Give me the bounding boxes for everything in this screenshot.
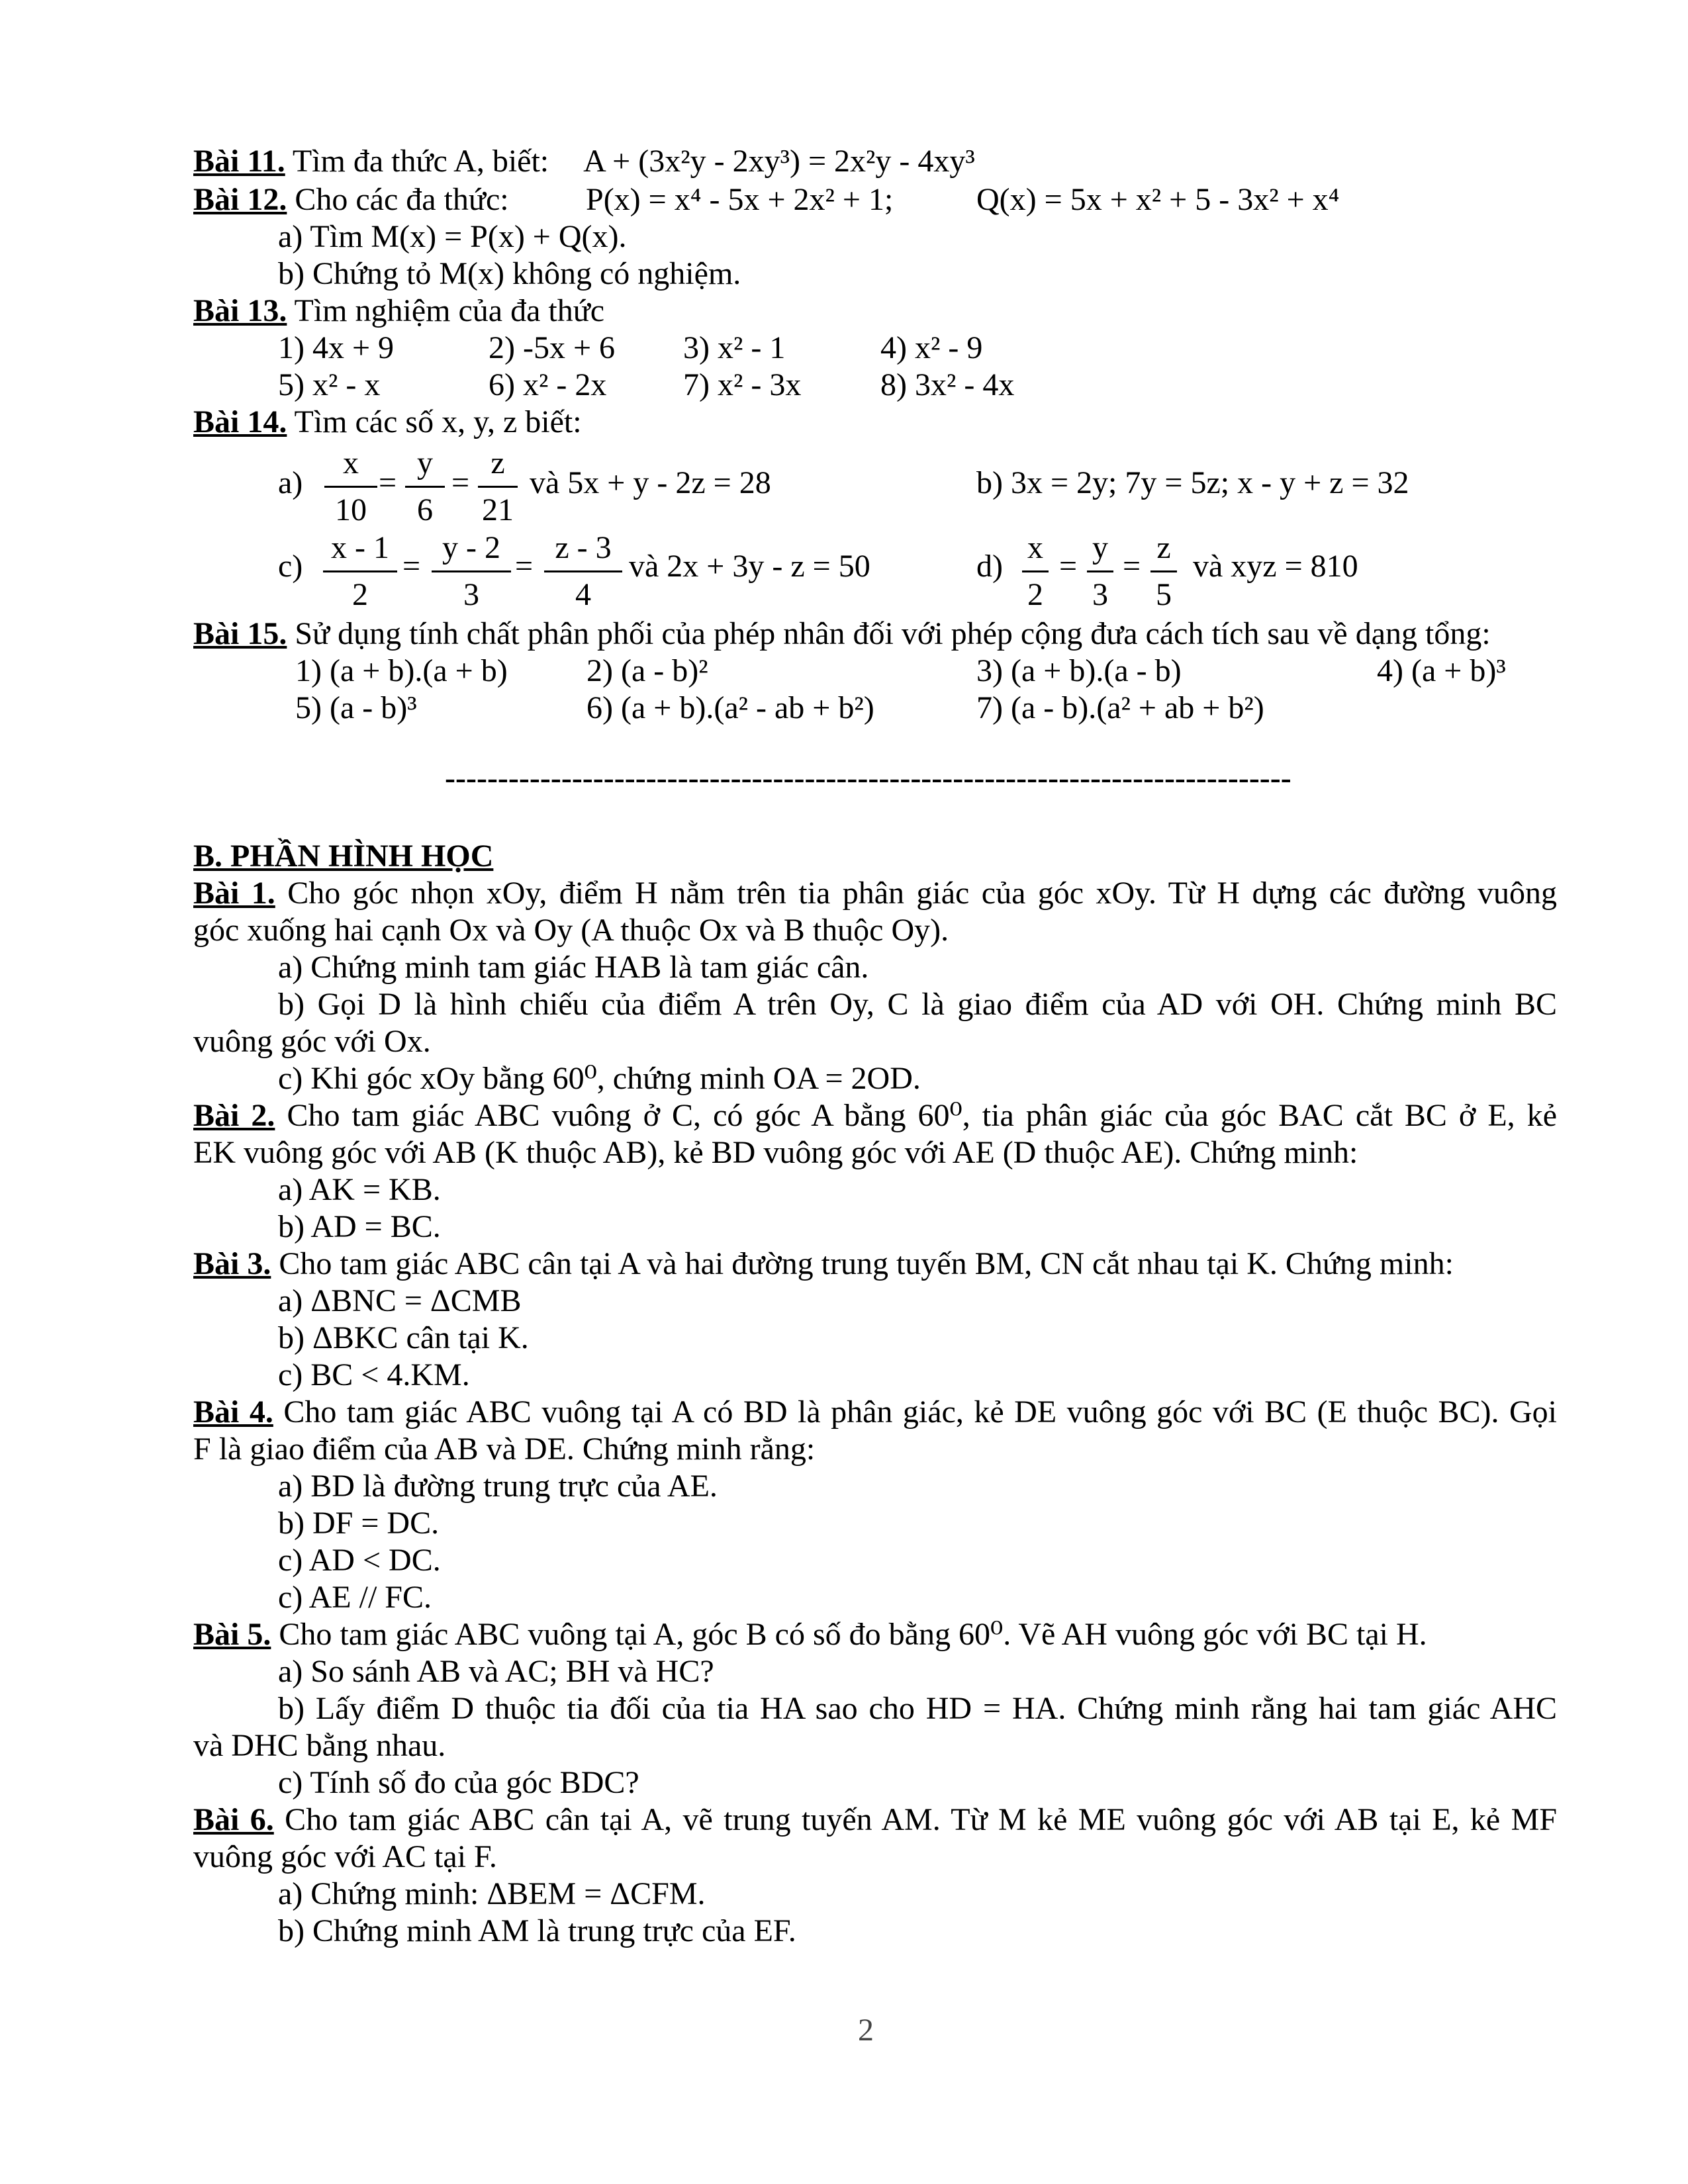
fraction (432, 529, 511, 614)
numerator: z (478, 445, 518, 488)
exercise-text: Cho tam giác ABC cân tại A, vẽ trung tuyến AM. Từ M kẻ ME vuông góc với AB tại E, kẻ MF (285, 1802, 1558, 1837)
equals-sign: = (1059, 549, 1078, 584)
exercise-text: vuông góc với Ox. (193, 1024, 431, 1059)
exercise-geo-2-line-1 (193, 1097, 1557, 1134)
equation: A + (3x²y - 2xy³) = 2x²y - 4xy³ (583, 144, 975, 179)
denominator: 3 (1092, 577, 1108, 612)
product-item: 1) (a + b).(a + b) (295, 653, 508, 688)
exercise-label: Bài 12. (193, 182, 287, 217)
exercise-text: EK vuông góc với AB (K thuộc AB), kẻ BD vuông góc với AE (D thuộc AE). Chứng minh: (193, 1135, 1358, 1170)
polynomial-item: 4) x² - 9 (880, 330, 983, 365)
numerator: x (324, 445, 377, 488)
section-heading: B. PHẦN HÌNH HỌC (193, 839, 494, 874)
polynomial-item: 5) x² - x (278, 367, 381, 402)
exercise-label: Bài 11. (193, 144, 285, 179)
exercise-geo-4-line-1 (193, 1394, 1557, 1431)
denominator: 6 (417, 492, 433, 527)
exercise-text: Cho tam giác ABC vuông tại A, góc B có số đo bằng 60⁰. Vẽ AH vuông góc với BC tại H. (279, 1617, 1427, 1652)
denominator: 10 (335, 492, 367, 527)
fraction (405, 445, 445, 529)
fraction (1022, 529, 1049, 614)
exercise-part: a) AK = KB. (278, 1172, 441, 1207)
equals-sign: = (1123, 549, 1141, 584)
exercise-text: và DHC bằng nhau. (193, 1728, 446, 1763)
exercise-part: c) Tính số đo của góc BDC? (278, 1765, 639, 1800)
exercise-12 (193, 181, 509, 218)
polynomial-item: 1) 4x + 9 (278, 330, 395, 365)
fraction (324, 445, 377, 529)
exercise-label: Bài 1. (193, 876, 275, 911)
exercise-label: Bài 5. (193, 1617, 271, 1652)
polynomial-p: P(x) = x⁴ - 5x + 2x² + 1; (586, 182, 894, 217)
exercise-geo-5-line-1 (193, 1616, 1427, 1653)
exercise-label: Bài 3. (193, 1246, 271, 1281)
exercise-part: a) ΔBNC = ΔCMB (278, 1283, 522, 1318)
fraction (478, 445, 518, 529)
exercise-12-part-b: b) Chứng tỏ M(x) không có nghiệm. (278, 256, 741, 291)
exercise-part: a) Chứng minh tam giác HAB là tam giác cân. (278, 950, 869, 985)
polynomial-item: 7) x² - 3x (683, 367, 802, 402)
exercise-part: b) Gọi D là hình chiếu của điểm A trên Oy, C là giao điểm của AD với OH. Chứng minh BC (278, 987, 1557, 1022)
exercise-part: c) AE // FC. (278, 1580, 432, 1615)
exercise-part: b) ΔBKC cân tại K. (278, 1320, 529, 1355)
equals-sign: = (402, 549, 421, 584)
exercise-part: a) So sánh AB và AC; BH và HC? (278, 1654, 714, 1689)
condition: và 5x + y - 2z = 28 (530, 465, 771, 500)
part-label: c) (278, 549, 303, 584)
polynomial-item: 2) -5x + 6 (489, 330, 616, 365)
exercise-text: Tìm nghiệm của đa thức (294, 293, 605, 328)
section-separator: -------------------------------------------------------------------------------- (445, 760, 1291, 796)
exercise-label: Bài 4. (193, 1394, 273, 1430)
exercise-13 (193, 293, 604, 330)
equals-sign: = (379, 465, 397, 500)
denominator: 5 (1156, 577, 1172, 612)
exercise-text: Cho tam giác ABC vuông tại A có BD là phân giác, kẻ DE vuông góc với BC (E thuộc BC). Gọi (283, 1394, 1557, 1430)
exercise-text: Sử dụng tính chất phân phối của phép nhân đối với phép cộng đưa cách tích sau về dạng tổng: (295, 616, 1491, 651)
exercise-part: b) Chứng minh AM là trung trực của EF. (278, 1913, 796, 1948)
exercise-part: b) Lấy điểm D thuộc tia đối của tia HA sao cho HD = HA. Chứng minh rằng hai tam giác AHC (278, 1691, 1557, 1726)
exercise-part: a) BD là đường trung trực của AE. (278, 1469, 718, 1504)
equals-sign: = (515, 549, 534, 584)
polynomial-item: 8) 3x² - 4x (880, 367, 1015, 402)
exercise-14 (193, 404, 582, 441)
numerator: z (1150, 529, 1177, 572)
numerator: y - 2 (432, 529, 511, 572)
exercise-12-part-a: a) Tìm M(x) = P(x) + Q(x). (278, 219, 627, 254)
denominator: 2 (1027, 577, 1043, 612)
exercise-part: c) BC < 4.KM. (278, 1357, 470, 1392)
denominator: 21 (482, 492, 514, 527)
polynomial-q: Q(x) = 5x + x² + 5 - 3x² + x⁴ (976, 182, 1340, 217)
numerator: y (405, 445, 445, 488)
exercise-15 (193, 615, 1491, 653)
numerator: x - 1 (323, 529, 397, 572)
exercise-geo-1-line-1 (193, 875, 1557, 912)
exercise-label: Bài 13. (193, 293, 287, 328)
product-item: 5) (a - b)³ (295, 690, 417, 725)
exercise-text: Cho góc nhọn xOy, điểm H nằm trên tia phân giác của góc xOy. Từ H dựng các đường vuông (287, 876, 1558, 911)
denominator: 2 (352, 577, 368, 612)
product-item: 4) (a + b)³ (1377, 653, 1506, 688)
fraction (544, 529, 622, 614)
denominator: 4 (575, 577, 591, 612)
numerator: y (1087, 529, 1113, 572)
fraction (1150, 529, 1177, 614)
exercise-text: Cho tam giác ABC vuông ở C, có góc A bằng 60⁰, tia phân giác của góc BAC cắt BC ở E, kẻ (287, 1098, 1557, 1133)
exercise-text: góc xuống hai cạnh Ox và Oy (A thuộc Ox và B thuộc Oy). (193, 913, 949, 948)
numerator: z - 3 (544, 529, 622, 572)
exercise-text: Tìm đa thức A, biết: (292, 144, 549, 179)
denominator: 3 (463, 577, 479, 612)
part-label: a) (278, 465, 303, 500)
exercise-part: b) AD = BC. (278, 1209, 441, 1244)
exercise-part: c) Khi góc xOy bằng 60⁰, chứng minh OA = 2OD. (278, 1061, 921, 1096)
exercise-text: Tìm các số x, y, z biết: (294, 404, 582, 439)
part-label: d) (976, 549, 1003, 584)
fraction (323, 529, 397, 614)
condition: và 2x + 3y - z = 50 (629, 549, 870, 584)
exercise-geo-6-line-1 (193, 1801, 1557, 1839)
numerator: x (1022, 529, 1049, 572)
exercise-part: a) Chứng minh: ΔBEM = ΔCFM. (278, 1876, 706, 1911)
product-item: 3) (a + b).(a - b) (976, 653, 1182, 688)
exercise-text: Cho tam giác ABC cân tại A và hai đường trung tuyến BM, CN cắt nhau tại K. Chứng minh: (279, 1246, 1454, 1281)
condition: và xyz = 810 (1193, 549, 1358, 584)
product-item: 2) (a - b)² (586, 653, 708, 688)
exercise-label: Bài 15. (193, 616, 287, 651)
exercise-label: Bài 14. (193, 404, 287, 439)
polynomial-item: 3) x² - 1 (683, 330, 786, 365)
exercise-label: Bài 6. (193, 1802, 274, 1837)
exercise-geo-3-line-1 (193, 1246, 1454, 1283)
exercise-text: vuông góc với AC tại F. (193, 1839, 497, 1874)
equals-sign: = (451, 465, 470, 500)
exercise-11 (193, 143, 975, 180)
page-number: 2 (858, 2013, 874, 2048)
product-item: 7) (a - b).(a² + ab + b²) (976, 690, 1264, 725)
exercise-14-part-b: b) 3x = 2y; 7y = 5z; x - y + z = 32 (976, 465, 1409, 500)
exercise-part: c) AD < DC. (278, 1543, 441, 1578)
fraction (1087, 529, 1113, 614)
exercise-part: b) DF = DC. (278, 1506, 440, 1541)
exercise-text: F là giao điểm của AB và DE. Chứng minh rằng: (193, 1432, 816, 1467)
exercise-label: Bài 2. (193, 1098, 275, 1133)
product-item: 6) (a + b).(a² - ab + b²) (586, 690, 874, 725)
polynomial-item: 6) x² - 2x (489, 367, 607, 402)
exercise-text: Cho các đa thức: (295, 182, 509, 217)
